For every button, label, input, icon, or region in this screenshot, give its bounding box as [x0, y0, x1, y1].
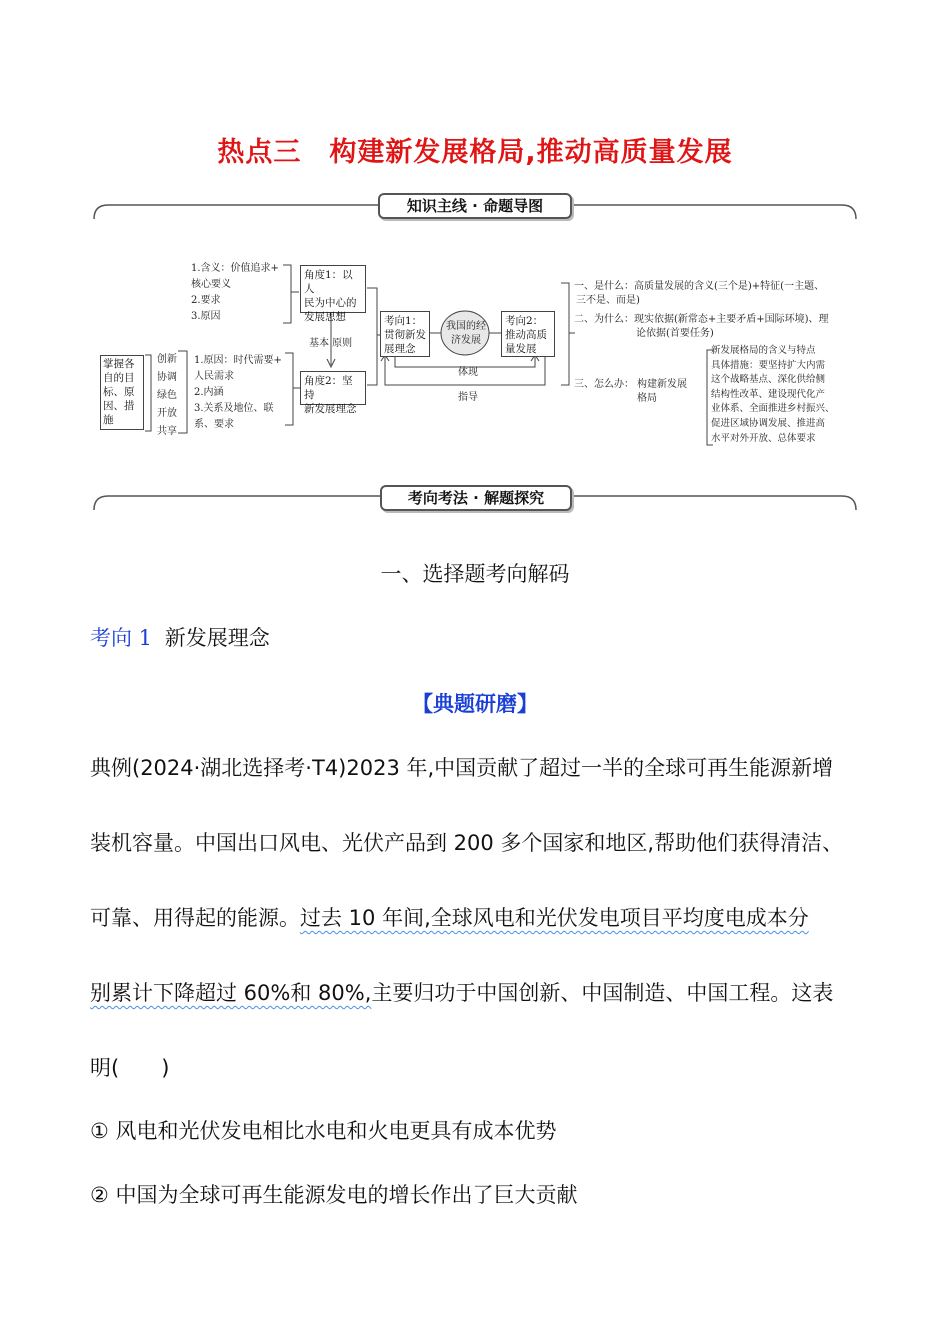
mindmap-angle2-box: 角度2：坚持 新发展理念 — [300, 371, 366, 405]
mindmap-direction2-box: 考向2： 推动高质 量发展 — [501, 311, 555, 357]
mindmap-lower-list: 1.原因：时代需要+ 人民需求 2.内涵 3.关系及地位、联 系、要求 — [194, 355, 282, 430]
mindmap-right-why: 二、为什么：现实依据(新常态+主要矛盾+国际环境)、理 论依据(首要任务) — [574, 314, 829, 339]
mindmap-direction1-box: 考向1： 贯彻新发 展理念 — [380, 311, 430, 357]
mindmap-angle1-box: 角度1：以人 民为中心的 发展思想 — [300, 265, 366, 313]
section-label-knowledge: 知识主线 · 命题导图 — [378, 193, 572, 219]
mindmap-right-detail: 新发展格局的含义与特点 具体措施：要坚持扩大内需 这个战略基点、深化供给侧 结构性改革、建设现代化产 业体系、全面推进乡村振兴、 促进区域协调发展、推进高 水平对外开放、总体要求 — [711, 345, 835, 444]
mindmap-basic-principle: 基本 原则 — [309, 338, 353, 349]
question-line-1: 典例(2024·湖北选择考·T4)2023 年,中国贡献了超过一半的全球可再生能源新增 — [90, 756, 834, 780]
part-heading: 一、选择题考向解码 — [380, 562, 570, 586]
mindmap-right-how-box: 构建新发展 格局 — [637, 379, 687, 404]
typical-label: 【典题研磨】 — [412, 692, 538, 716]
question-line-4: 别累计下降超过 60%和 80%,主要归功于中国创新、中国制造、中国工程。这表 — [90, 981, 834, 1005]
mindmap-center: 我国的经 济发展 — [446, 321, 486, 346]
mindmap-right-how: 三、怎么办： — [574, 379, 634, 390]
direction-heading — [90, 622, 270, 652]
mindmap-root-box: 掌握各 自的目 标、原 因、措 施 — [100, 355, 144, 430]
question-line-3: 可靠、用得起的能源。过去 10 年间,全球风电和光伏发电项目平均度电成本分 — [90, 906, 809, 930]
mindmap-upper-list: 1.含义：价值追求+ 核心要义 2.要求 3.原因 — [191, 263, 279, 322]
question-line-5: 明( ) — [90, 1056, 170, 1080]
question-line-2: 装机容量。中国出口风电、光伏产品到 200 多个国家和地区,帮助他们获得清洁、 — [90, 831, 844, 855]
mindmap-right-what: 一、是什么：高质量发展的含义(三个是)+特征(一主题、 三不是、而是) — [574, 281, 825, 306]
mindmap-embody: 体现 — [458, 367, 478, 378]
option-1: ① 风电和光伏发电相比水电和火电更具有成本优势 — [90, 1119, 557, 1143]
mindmap-five-concepts: 创新 协调 绿色 开放 共享 — [157, 354, 177, 437]
direction-label: 考向 1 — [90, 626, 153, 650]
page-title: 热点三 构建新发展格局,推动高质量发展 — [217, 137, 733, 168]
option-2: ② 中国为全球可再生能源发电的增长作出了巨大贡献 — [90, 1183, 578, 1207]
section-label-exploration: 考向考法 · 解题探究 — [380, 485, 572, 511]
direction-title: 新发展理念 — [164, 626, 270, 650]
mindmap-guide: 指导 — [458, 392, 478, 403]
